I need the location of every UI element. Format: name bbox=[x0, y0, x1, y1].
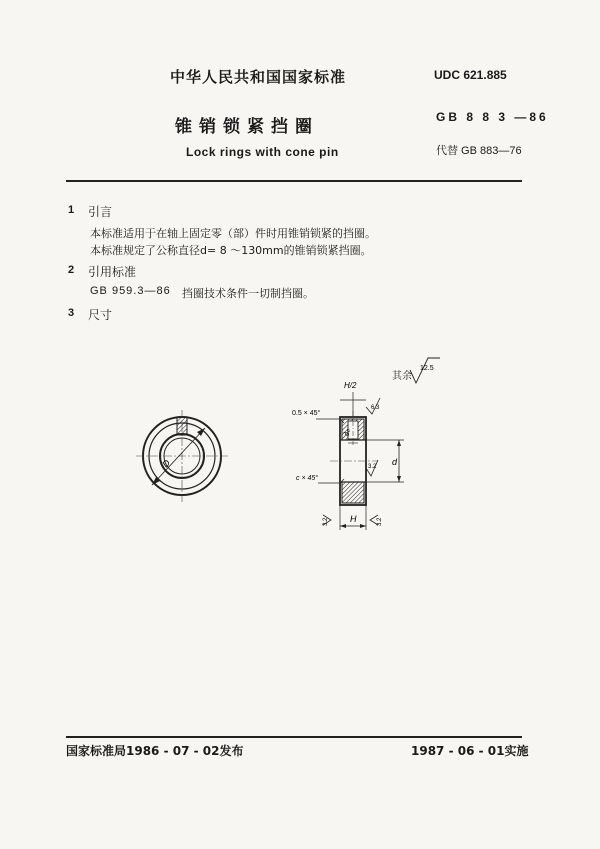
dim-half-H-label: H/2 bbox=[344, 381, 357, 390]
section-1-title: 引言 bbox=[88, 205, 113, 219]
dim-H-label: H bbox=[350, 514, 357, 524]
roughness-value-1: 6.3 bbox=[371, 405, 380, 411]
section-1-line-2: 本标准规定了公称直径d= 8 ～130mm的锥销锁紧挡圈。 bbox=[90, 244, 372, 257]
dim-d0-label: d₀ bbox=[344, 429, 351, 436]
issued-date: 国家标准局1986 - 07 - 02发布 bbox=[66, 744, 244, 758]
replaces-standard: 代替 GB 883—76 bbox=[436, 145, 522, 157]
effective-date: 1987 - 06 - 01实施 bbox=[411, 744, 529, 758]
roughness-other-label: 其余 bbox=[392, 371, 412, 382]
section-1-line-1: 本标准适用于在轴上固定零（部）件时用锥销锁紧的挡圈。 bbox=[90, 227, 376, 240]
section-3-number: 3 bbox=[68, 307, 75, 319]
section-2-title: 引用标准 bbox=[88, 265, 137, 279]
roughness-value-2: 3.2 bbox=[368, 464, 377, 470]
reference-code: GB 959.3—86 bbox=[90, 285, 171, 297]
page-title: 锥销锁紧挡圈 bbox=[175, 117, 319, 137]
reference-text: 挡圈技术条件一切制挡圈。 bbox=[182, 287, 314, 300]
footer-divider bbox=[66, 736, 522, 738]
section-3-title: 尺寸 bbox=[88, 308, 113, 322]
ring-front-view bbox=[136, 410, 228, 502]
ring-section-view bbox=[330, 411, 378, 505]
gb-code: GB 8 8 3 —86 bbox=[436, 110, 549, 124]
section-2-number: 2 bbox=[68, 264, 75, 276]
dim-d-label: d bbox=[392, 457, 398, 467]
standard-authority: 中华人民共和国国家标准 bbox=[170, 68, 347, 86]
chamfer-top-label: 0.5 × 45° bbox=[292, 410, 321, 417]
section-1-number: 1 bbox=[68, 204, 75, 216]
roughness-value-4: 3.2 bbox=[377, 517, 383, 526]
page-title-english: Lock rings with cone pin bbox=[186, 145, 339, 159]
roughness-general-value: 12.5 bbox=[420, 365, 434, 372]
dim-D-label: D bbox=[160, 457, 173, 470]
chamfer-bottom-label: c × 45° bbox=[296, 475, 319, 482]
roughness-value-3: 3.2 bbox=[323, 517, 329, 526]
udc-code: UDC 621.885 bbox=[434, 68, 507, 82]
